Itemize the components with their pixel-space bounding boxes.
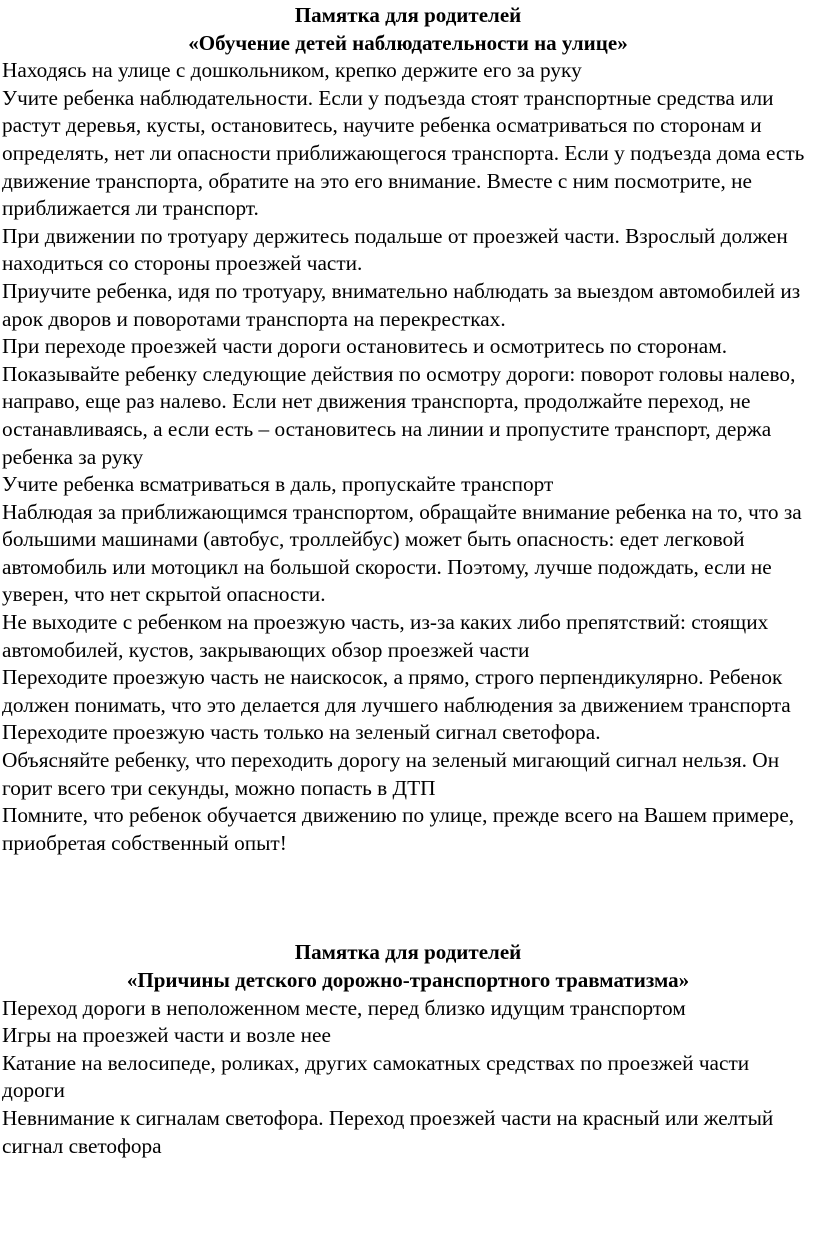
paragraph: Невнимание к сигналам светофора. Переход проезжей части на красный или желтый сигнал светофора bbox=[2, 1105, 774, 1158]
paragraph: Не выходите с ребенком на проезжую часть, из-за каких либо препятствий: стоящих автомобилей, кустов, закрывающих обзор проезжей части bbox=[2, 610, 769, 662]
paragraph: Объясняйте ребенку, что переходить дорогу на зеленый мигающий сигнал нельзя. Он горит всего три секунды, можно попасть в ДТП bbox=[2, 748, 780, 800]
memo-subtitle: «Причины детского дорожно-транспортного травматизма» bbox=[126, 968, 690, 992]
section-gap bbox=[2, 857, 814, 939]
paragraph: Учите ребенка всматриваться в даль, пропускайте транспорт bbox=[2, 472, 554, 497]
memo-injury-causes bbox=[2, 939, 814, 1160]
memo-title: Памятка для родителей bbox=[294, 3, 522, 27]
paragraph: Переходите проезжую часть не наискосок, а прямо, строго перпендикулярно. Ребенок должен понимать, что это делается для лучшего наблюдения за движением транспорта bbox=[2, 665, 791, 717]
paragraph: Наблюдая за приближающимся транспортом, обращайте внимание ребенка на то, что за большими машинами (автобус, троллейбус) может быть опасность: едет легковой автомобиль или мотоцикл на большой скорости. Поэтому, лучше подождать, если не уверен, что нет скрытой опасности. bbox=[2, 499, 802, 607]
memo-title: Памятка для родителей bbox=[294, 940, 522, 965]
paragraph: Катание на велосипеде, роликах, других самокатных средствах по проезжей части дороги bbox=[2, 1050, 750, 1103]
memo-subtitle: «Обучение детей наблюдательности на улице» bbox=[188, 30, 628, 55]
paragraph: При переходе проезжей части дороги остановитесь и осмотритесь по сторонам. Показывайте ребенку следующие действия по осмотру дороги: поворот головы налево, направо, еще раз налево. Если нет движения транспорта, продолжайте переход, не останавливаясь, а если есть – остановитесь на линии и пропустите транспорт, держа ребенка за руку bbox=[2, 334, 796, 469]
paragraph: Переход дороги в неположенном месте, перед близко идущим транспортом bbox=[2, 995, 686, 1020]
paragraph: Переходите проезжую часть только на зеленый сигнал светофора. bbox=[2, 720, 601, 745]
paragraph: Помните, что ребенок обучается движению по улице, прежде всего на Вашем примере, приобретая собственный опыт! bbox=[2, 803, 795, 855]
paragraph: Находясь на улице с дошкольником, крепко держите его за руку bbox=[2, 58, 582, 83]
document-page bbox=[2, 2, 814, 1160]
paragraph: Учите ребенка наблюдательности. Если у подъезда стоят транспортные средства или растут деревья, кусты, остановитесь, научите ребенка осматриваться по сторонам и определять, нет ли опасности приближающегося транспорта. Если у подъезда дома есть движение транспорта, обратите на это его внимание. Вместе с ним посмотрите, не приближается ли транспорт. bbox=[2, 85, 805, 221]
paragraph: При движении по тротуару держитесь подальше от проезжей части. Взрослый должен находиться со стороны проезжей части. bbox=[2, 223, 788, 276]
paragraph: Приучите ребенка, идя по тротуару, внимательно наблюдать за выездом автомобилей из арок дворов и поворотами транспорта на перекрестках. bbox=[2, 278, 801, 331]
memo-observation bbox=[2, 2, 814, 857]
paragraph: Игры на проезжей части и возле нее bbox=[2, 1023, 331, 1048]
